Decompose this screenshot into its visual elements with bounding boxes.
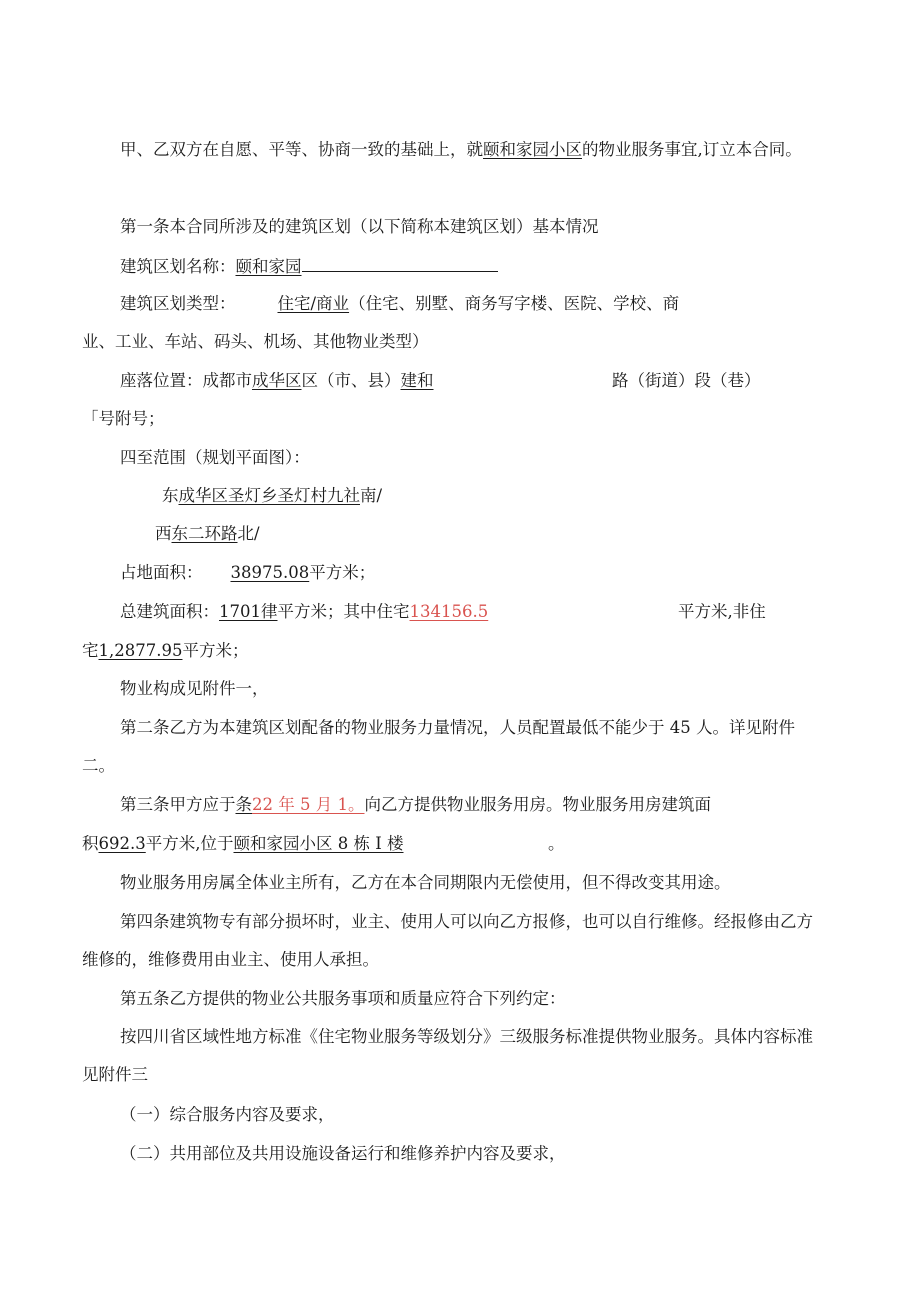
article-3-date: 22 年 5 月 1。 — [252, 795, 365, 814]
bounds-east-line — [162, 484, 382, 508]
area-type-label: 建筑区划类型： — [120, 294, 236, 313]
intro-prefix: 甲、乙双方在自愿、平等、协商一致的基础上，就 — [120, 140, 483, 159]
article-2-line-1: 第二条乙方为本建筑区划配备的物业服务力量情况，人员配置最低不能少于 45 人。详见附件 — [120, 718, 795, 737]
bounds-west-suffix: 北/ — [237, 524, 260, 543]
service-room-ownership: 物业服务用房属全体业主所有，乙方在本合同期限内无偿使用，但不得改变其用途。 — [120, 873, 731, 892]
area-type-options: （住宅、别墅、商务写字楼、医院、学校、商 — [349, 294, 680, 313]
area-name-blank — [302, 255, 498, 272]
total-area-value: 1701律 — [219, 602, 278, 621]
article-5-heading: 第五条乙方提供的物业公共服务事项和质量应符合下列约定： — [120, 989, 566, 1008]
total-area-line — [120, 600, 488, 624]
article-4-line-1: 第四条建筑物专有部分损坏时，业主、使用人可以向乙方报修，也可以自行维修。经报修由乙方 — [120, 912, 813, 931]
land-area-line — [120, 561, 375, 585]
article-3-end: 。 — [548, 834, 565, 853]
article-1-heading: 第一条本合同所涉及的建筑区划（以下简称本建筑区划）基本情况 — [120, 217, 599, 236]
article-5-standard-line-1: 按四川省区域性地方标准《住宅物业服务等级划分》三级服务标准提供物业服务。具体内容标准 — [120, 1027, 813, 1046]
area-name-line — [120, 255, 498, 279]
nonresidential-unit: 平方米； — [182, 641, 249, 660]
intro-paragraph — [120, 138, 802, 162]
article-5-item-2: （二）共用部位及共用设施设备运行和维修养护内容及要求， — [120, 1144, 566, 1163]
article-5-item-1: （一）综合服务内容及要求， — [120, 1105, 335, 1124]
bounds-east-prefix: 东 — [162, 486, 179, 505]
location-line-2: 「号附号； — [82, 409, 165, 428]
area-type-line — [120, 292, 679, 316]
article-3-line-2 — [82, 832, 404, 856]
article-4-line-2: 维修的，维修费用由业主、使用人承担。 — [82, 950, 379, 969]
area-name-value: 颐和家园 — [235, 257, 302, 276]
area-type-options-cont: 业、工业、车站、码头、机场、其他物业类型） — [82, 332, 429, 351]
service-room-location: 颐和家园小区 8 栋 I 楼 — [233, 834, 404, 853]
location-label: 座落位置：成都市 — [120, 371, 252, 390]
bounds-east-suffix: 南/ — [360, 486, 383, 505]
intro-suffix: 的物业服务事宜,订立本合同。 — [582, 140, 802, 159]
location-tail: 路（街道）段（巷） — [612, 371, 761, 390]
bounds-east-value: 成华区圣灯乡圣灯村九社 — [178, 486, 360, 505]
bounds-west-prefix: 西 — [155, 524, 172, 543]
community-name: 颐和家园小区 — [483, 140, 582, 159]
service-room-area-value: 692.3 — [98, 834, 146, 853]
bounds-west-line — [155, 522, 260, 546]
article-3-suffix: 向乙方提供物业服务用房。物业服务用房建筑面 — [364, 795, 711, 814]
nonresidential-prefix: 宅 — [82, 641, 99, 660]
land-area-unit: 平方米； — [309, 563, 376, 582]
residential-area-value: 134156.5 — [409, 602, 489, 621]
land-area-value: 38975.08 — [230, 563, 310, 582]
land-area-label: 占地面积： — [120, 563, 203, 582]
nonresidential-value: 1,2877.95 — [98, 641, 183, 660]
total-area-mid: 平方米；其中住宅 — [277, 602, 410, 621]
service-room-area-mid: 平方米,位于 — [145, 834, 234, 853]
location-line — [120, 369, 434, 393]
residential-area-tail: 平方米,非住 — [678, 602, 766, 621]
service-room-area-prefix: 积 — [82, 834, 99, 853]
bounds-west-value: 东二环路 — [171, 524, 238, 543]
article-3-prefix: 第三条甲方应于 — [120, 795, 236, 814]
location-district: 成华区 — [252, 371, 302, 390]
location-road: 建和 — [400, 371, 434, 390]
total-area-label: 总建筑面积： — [120, 602, 219, 621]
property-composition: 物业构成见附件一， — [120, 679, 269, 698]
bounds-label: 四至范围（规划平面图）： — [120, 448, 310, 467]
nonresidential-line — [82, 639, 248, 663]
area-name-label: 建筑区划名称： — [120, 257, 236, 276]
location-mid: 区（市、县） — [301, 371, 401, 390]
area-type-value: 住宅/商业 — [277, 294, 350, 313]
article-3-line-1 — [120, 793, 711, 817]
article-3-date-prefix: 条 — [235, 795, 252, 814]
article-5-standard-line-2: 见附件三 — [82, 1065, 148, 1084]
article-2-line-2: 二。 — [82, 756, 115, 775]
